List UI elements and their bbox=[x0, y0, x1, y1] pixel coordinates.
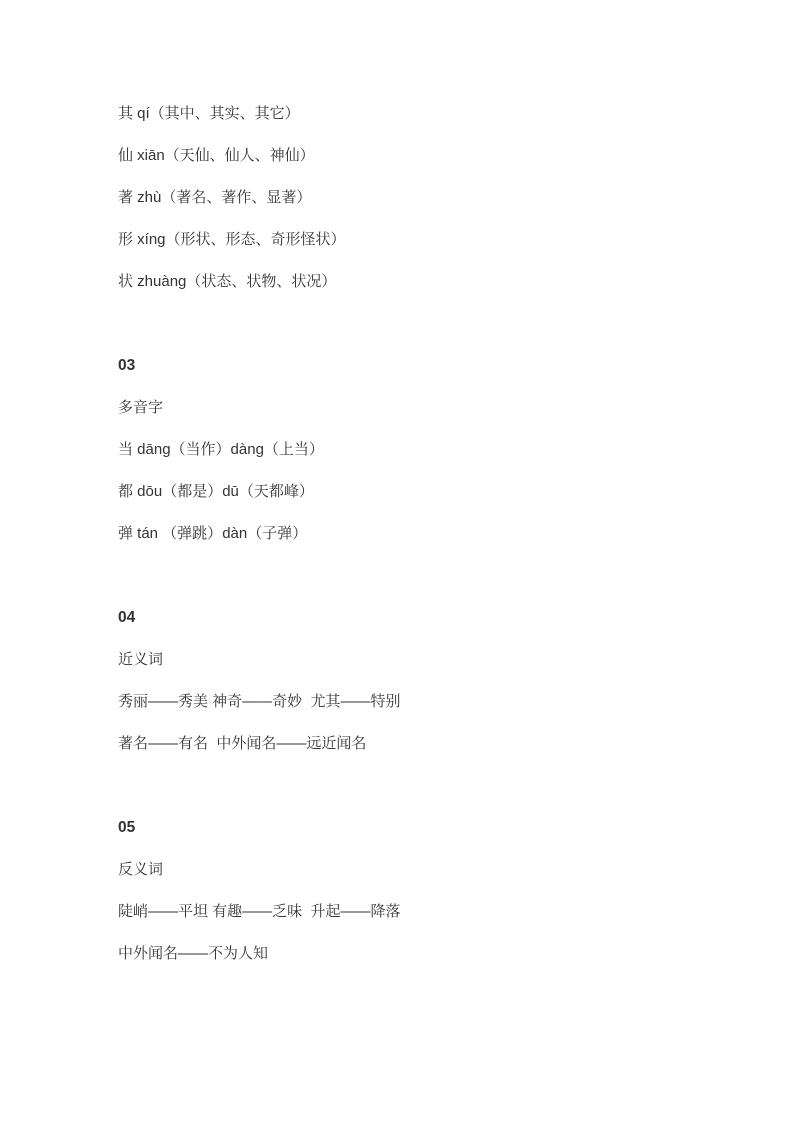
antonym-pairs-line: 中外闻名——不为人知 bbox=[118, 945, 269, 962]
polyphone-entry: 当 dāng（当作）dàng（上当） bbox=[118, 441, 324, 458]
section-heading: 多音字 bbox=[118, 399, 164, 416]
word-entry: 形 xíng（形状、形态、奇形怪状） bbox=[118, 231, 346, 248]
section-number: 04 bbox=[118, 609, 136, 626]
word-entry: 仙 xiān（天仙、仙人、神仙） bbox=[118, 147, 315, 164]
synonym-pairs-line: 著名——有名 中外闻名——远近闻名 bbox=[118, 735, 367, 752]
antonym-pairs-line: 陡峭——平坦 有趣——乏味 升起——降落 bbox=[118, 903, 401, 920]
word-entry: 其 qí（其中、其实、其它） bbox=[118, 105, 300, 122]
section-heading: 近义词 bbox=[118, 651, 164, 668]
word-entry: 状 zhuàng（状态、状物、状况） bbox=[118, 273, 337, 290]
section-number: 05 bbox=[118, 819, 136, 836]
polyphone-entry: 弹 tán （弹跳）dàn（子弹） bbox=[118, 525, 308, 542]
section-heading: 反义词 bbox=[118, 861, 164, 878]
polyphone-entry: 都 dōu（都是）dū（天都峰） bbox=[118, 483, 314, 500]
section-polyphones bbox=[118, 355, 743, 545]
section-synonyms bbox=[118, 607, 743, 755]
synonym-pairs-line: 秀丽——秀美 神奇——奇妙 尤其——特别 bbox=[118, 693, 401, 710]
word-entry: 著 zhù（著名、著作、显著） bbox=[118, 189, 312, 206]
section-number: 03 bbox=[118, 357, 136, 374]
section-antonyms bbox=[118, 817, 743, 965]
section-word-entries bbox=[118, 103, 743, 293]
